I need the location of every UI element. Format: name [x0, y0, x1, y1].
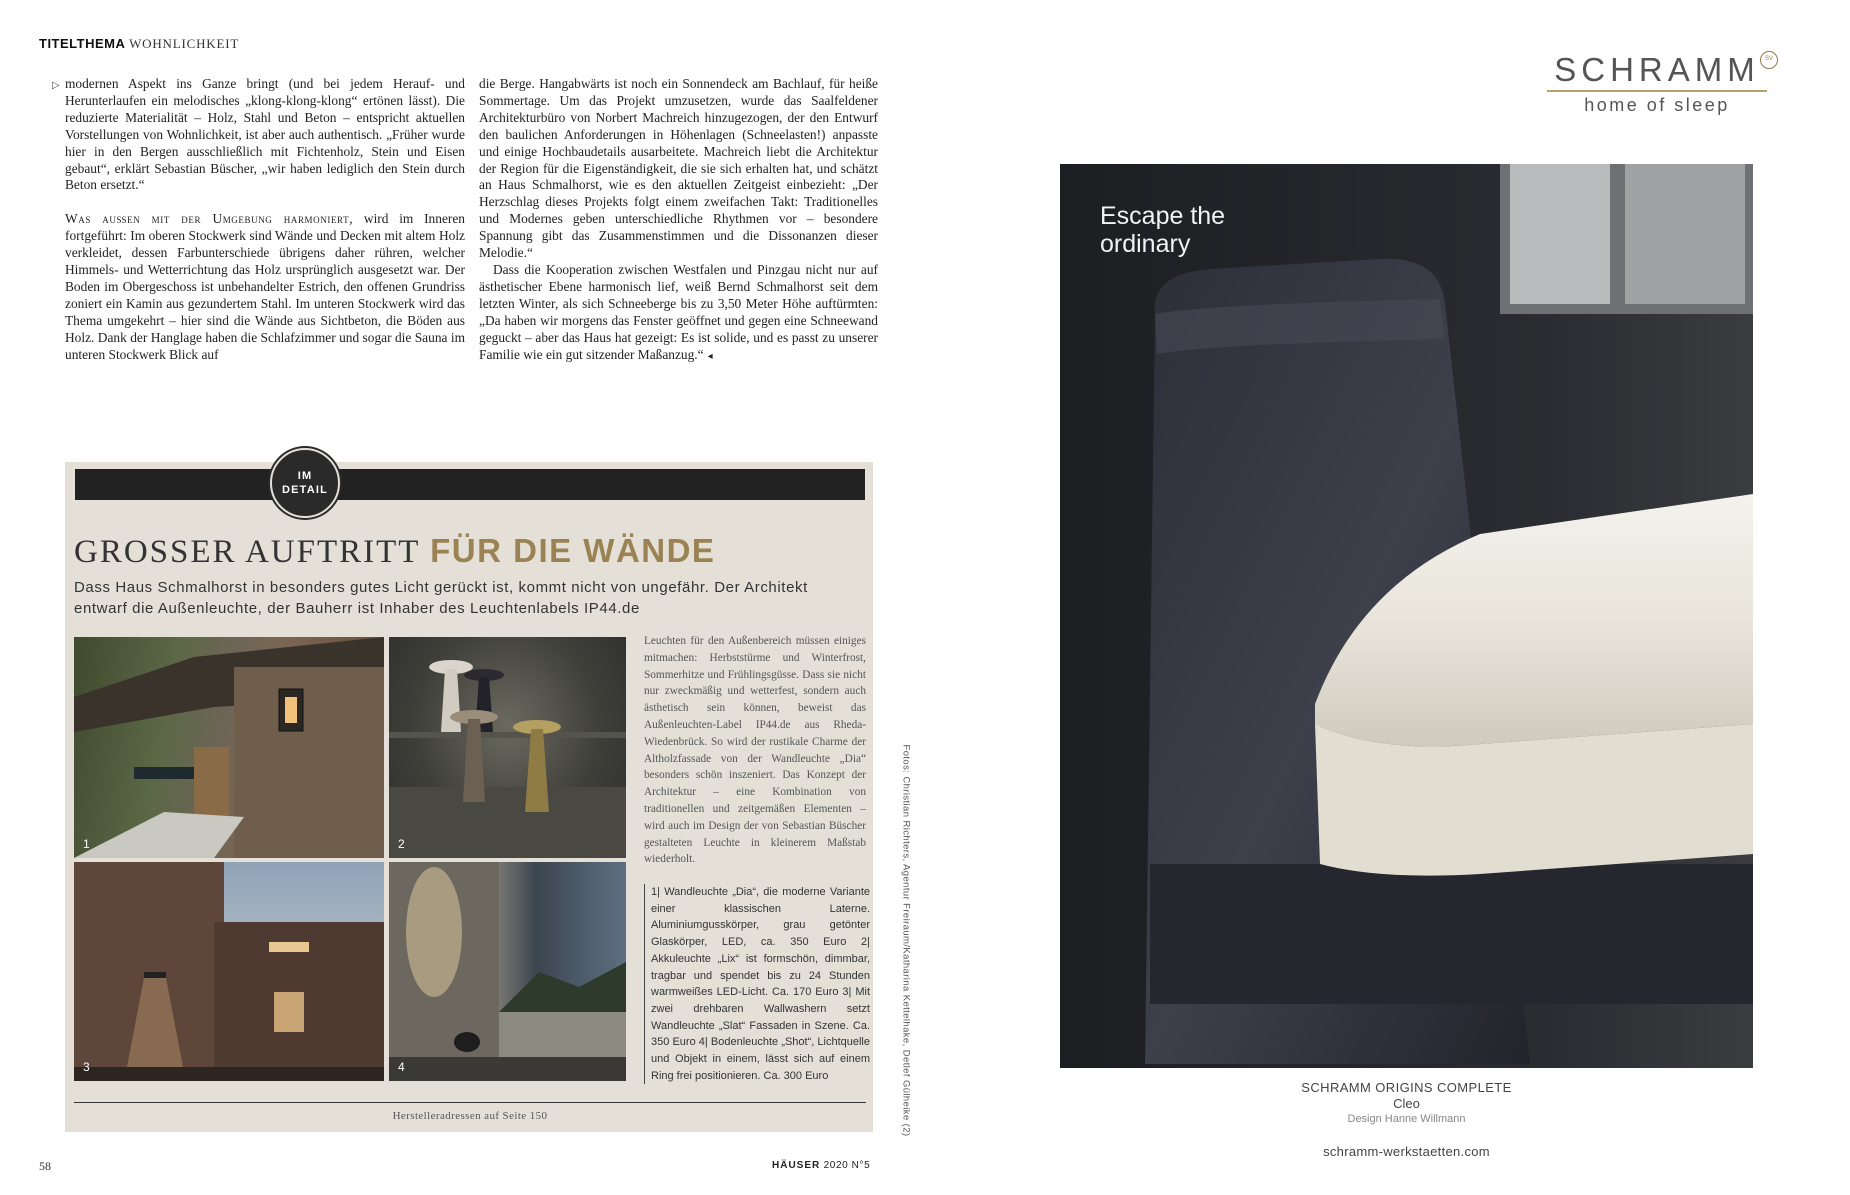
detail-badge — [270, 448, 340, 518]
wall-lamp — [144, 972, 166, 978]
detail-title — [74, 532, 715, 571]
article-end-marker-icon: ◂ — [707, 350, 713, 362]
mattress-side — [1315, 724, 1753, 876]
window-pane — [1625, 164, 1745, 304]
ad-headline: Escape the ordinary — [1100, 202, 1226, 258]
photo-ground-lamp — [389, 862, 626, 1081]
photo-1-illustration — [74, 637, 384, 858]
article-start-marker-icon: ▷ — [52, 80, 60, 91]
detail-body-text: Leuchten für den Außenbereich müssen einiges mitmachen: Herbststürme und Winterfrost, Sommerhitze und Frühlingsgüsse. Dass sie nicht nur zweckmäßig und wetterfest, sondern auch ästhetisch sein können, beweist das Außenleuchten-Label IP44.de aus Rheda-Wiedenbrück. So wird der rustikale Charme der Altholzfassade von der Wandleuchte „Dia“ besonders schön inszeniert. Das Konzept der Architektur – eine Kombination von traditionellen und zeitgemäßen Elementen – wird auch im Design der von Sebastian Büscher gestalteten Leuchte in kleinerem Maßstab wiederholt. — [644, 635, 866, 866]
photo-brick-house — [74, 862, 384, 1081]
product-model: Cleo — [1393, 1096, 1420, 1111]
photo-table-lamps — [389, 637, 626, 858]
paragraph-lead: Was außen mit der Umgebung harmoniert, — [65, 211, 354, 227]
magazine-name: HÄUSER — [772, 1160, 821, 1171]
badge-line-2: DETAIL — [281, 484, 329, 496]
photo-2-illustration — [389, 637, 626, 858]
article-column-1 — [65, 76, 465, 364]
ad-caption — [1060, 1080, 1753, 1125]
photo-wall-lamp-facade — [74, 637, 384, 858]
article-column-2 — [479, 76, 878, 365]
window-pane — [1510, 164, 1610, 304]
product-designer: Design Hanne Willmann — [1347, 1113, 1466, 1125]
magazine-issue: 2020 N°5 — [823, 1160, 871, 1171]
article-paragraph — [479, 262, 878, 365]
ad-photo — [1060, 164, 1753, 1068]
detail-header-bar — [75, 469, 865, 500]
manufacturer-note: Herstelleradressen auf Seite 150 — [392, 1110, 548, 1122]
path — [74, 812, 244, 858]
magazine-footer — [772, 1160, 870, 1171]
ground — [74, 1067, 384, 1081]
detail-title-part-2: FÜR DIE WÄNDE — [430, 532, 716, 569]
photo-credits-text: Fotos: Christian Richters, Agentur Freiraum/Katharina Kettelhake, Detlef Gülheike (2) — [900, 744, 912, 1137]
schramm-logo — [1532, 52, 1782, 116]
photo-number: 3 — [83, 1060, 90, 1074]
article-paragraph — [65, 211, 465, 363]
logo-wordmark: SCHRAMM — [1554, 51, 1760, 88]
product-name: SCHRAMM ORIGINS COMPLETE — [1301, 1080, 1512, 1095]
paragraph-body: wird im Inneren fortgeführt: Im oberen Stockwerk sind Wände und Decken mit altem Holz verkleidet, dessen Farbunterschiede übrigens daher rühren, welcher Himmels- und Wetterrichtung das Holz ursprünglich ausgesetzt war. Der Boden im Obergeschoss ist unbehandelter Estrich, den offenen Grundriss zoniert ein Kamin aus gezundertem Stahl. Im unteren Stockwerk wird das Thema umgekehrt – hier sind die Wände aus Sichtbeton, die Böden aus Holz. Dank der Hanglage haben die Schlafzimmer und sogar die Sauna im unteren Stockwerk Blick auf — [65, 211, 465, 362]
logo-tagline: home of sleep — [1584, 95, 1730, 115]
section-label-light: WOHNLICHKEIT — [129, 36, 240, 51]
article-paragraph: die Berge. Hangabwärts ist noch ein Sonnendeck am Bachlauf, für heiße Sommertage. Um das Projekt umzusetzen, wurde das Saalfeldener Architekturbüro von Norbert Machreich hinzugezogen, der den Entwurf den baulichen Anforderungen in Höhenlagen (Schneelasten!) anpasste und einige Hochbaudetails ausarbeitete. Machreich liebt die Architektur der Region für die Eigenständigkeit, die sie sich erhalten hat, und schätzt an Haus Schmalhorst, wie es den aktuellen Zeitgeist einbezieht: „Der Herzschlag dieses Projekts folgt einem zweifachen Takt: Traditionelles und Modernes geben unterschiedliche Rhythmen vor – besondere Spannung gibt das Zusammenstimmen und die Dissonanzen dieser Melodie.“ — [479, 76, 878, 261]
paragraph-body: Dass die Kooperation zwischen Westfalen und Pinzgau nicht nur auf ästhetischer Ebene harmonisch lief, weiß Bernd Schmalhorst seit dem letzten Winter, als sich Schneeberge bis zu 3,50 Meter Höhe auftürmten: „Da haben wir morgens das Fenster geöffnet und gegen eine Schneewand geguckt – aber das Haus hat gezeigt: Es ist solide, und es passt zu unserer Familie wie ein gut sitzender Maßanzug.“ — [479, 261, 878, 362]
ground-lamp — [454, 1032, 480, 1052]
detail-box — [65, 462, 873, 1132]
photo-number: 1 — [83, 837, 90, 851]
timber-wall — [234, 667, 384, 858]
lamp-body — [441, 669, 461, 732]
photo-credits — [898, 735, 914, 1135]
page-number: 58 — [39, 1159, 51, 1173]
logo-seal-icon: SV — [1760, 51, 1778, 69]
badge-line-1: IM — [297, 470, 313, 482]
lamp-glow — [285, 697, 297, 723]
floor — [389, 787, 626, 858]
ad-website-link[interactable]: schramm-werkstaetten.com — [1323, 1144, 1490, 1159]
lit-window — [274, 992, 304, 1032]
photo-number: 4 — [398, 1060, 405, 1074]
lamp-body — [525, 729, 549, 812]
section-label — [39, 36, 239, 52]
light-wash — [406, 867, 462, 997]
article-paragraph: modernen Aspekt ins Ganze bringt (und bei jedem Herauf- und Herunterlaufen ein melodisches „klong-klong-klong“ ertönen lässt). Die reduzierte Materialität – Holz, Stahl und Beton – entspricht aktuellen Vorstellungen von Wohnlichkeit, ist aber auch authentisch. „Früher wurde hier in den Bergen ausschließlich mit Fichtenholz, Stein und Eisen gebaut“, erklärt Sebastian Büscher, „wir haben lediglich den Stein durch Beton ersetzt.“ — [65, 76, 465, 193]
photo-number: 2 — [398, 837, 405, 851]
photo-3-illustration — [74, 862, 384, 1081]
step — [389, 732, 626, 738]
section-label-strong: TITELTHEMA — [39, 36, 126, 51]
detail-subtitle: Dass Haus Schmalhorst in besonders gutes Licht gerückt ist, kommt nicht von ungefähr. Der Architekt entwarf die Außenleuchte, der Bauherr ist Inhaber des Leuchtenlabels IP44.de — [74, 579, 808, 617]
lit-window — [269, 942, 309, 952]
detail-divider — [74, 1102, 866, 1103]
terrace — [389, 1057, 626, 1081]
bed-illustration — [1060, 164, 1753, 1068]
logo-rule — [1547, 90, 1767, 92]
detail-product-list: 1| Wandleuchte „Dia“, die moderne Variante einer klassischen Laterne. Aluminiumgusskörper, grau getönter Glaskörper, LED, ca. 350 Euro 2| Akkuleuchte „Lix“ ist formschön, dimmbar, tragbar und spendet bis zu 24 Stunden warmweißes LED-Licht. Ca. 170 Euro 3| Mit zwei drehbaren Wallwashern setzt Wandleuchte „Slat“ Fassaden in Szene. Ca. 350 Euro 4| Bodenleuchte „Shot“, Lichtquelle und Objekt in einem, lässt sich auf einem Ring frei positionieren. Ca. 300 Euro — [644, 884, 870, 1084]
window-strip — [134, 767, 204, 779]
bed-base — [1150, 864, 1753, 1004]
detail-title-part-1: GROSSER AUFTRITT — [74, 534, 420, 570]
tree-line — [499, 962, 626, 1012]
photo-4-illustration — [389, 862, 626, 1081]
